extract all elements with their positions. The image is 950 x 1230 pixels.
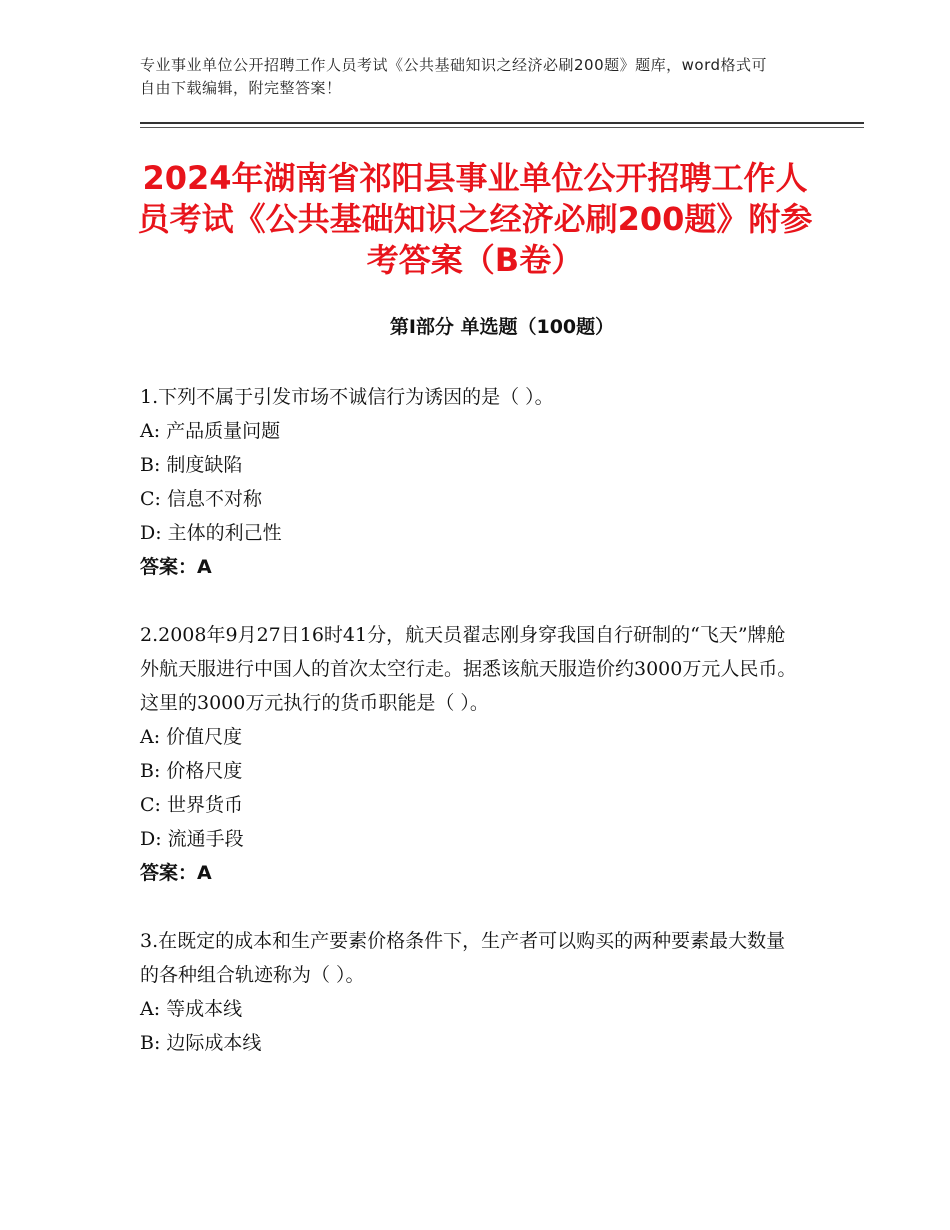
answer: 答案：A: [140, 862, 212, 884]
question-list: [140, 380, 800, 1094]
option-b: B: 价格尺度: [140, 760, 243, 782]
header-divider: [140, 122, 864, 124]
question-2: [140, 618, 800, 890]
question-stem: 3.在既定的成本和生产要素价格条件下，生产者可以购买的两种要素最大数量的各种组合轨迹称为（ ）。: [140, 930, 786, 986]
question-stem: 1.下列不属于引发市场不诚信行为诱因的是（ ）。: [140, 386, 554, 408]
option-c: C: 世界货币: [140, 794, 243, 816]
header-note: 专业事业单位公开招聘工作人员考试《公共基础知识之经济必刷200题》题库，word格式可自由下载编辑，附完整答案！: [140, 56, 768, 97]
option-a: A: 等成本线: [140, 998, 243, 1020]
section-title: 第Ⅰ部分 单选题（100题）: [389, 316, 615, 338]
header-divider-thin: [140, 127, 864, 128]
option-b: B: 制度缺陷: [140, 454, 243, 476]
question-stem: 2.2008年9月27日16时41分，航天员翟志刚身穿我国自行研制的“飞天”牌舱外航天服进行中国人的首次太空行走。据悉该航天服造价约3000万元人民币。这里的3000万元执行的货币职能是（ ）。: [140, 624, 797, 714]
option-c: C: 信息不对称: [140, 488, 262, 510]
question-3: [140, 924, 800, 1060]
document-title: 2024年湖南省祁阳县事业单位公开招聘工作人员考试《公共基础知识之经济必刷200题》附参考答案（B卷）: [137, 159, 813, 279]
option-a: A: 价值尺度: [140, 726, 243, 748]
option-a: A: 产品质量问题: [140, 420, 281, 442]
option-b: B: 边际成本线: [140, 1032, 262, 1054]
question-1: [140, 380, 800, 584]
answer: 答案：A: [140, 556, 212, 578]
option-d: D: 主体的利己性: [140, 522, 282, 544]
option-d: D: 流通手段: [140, 828, 244, 850]
